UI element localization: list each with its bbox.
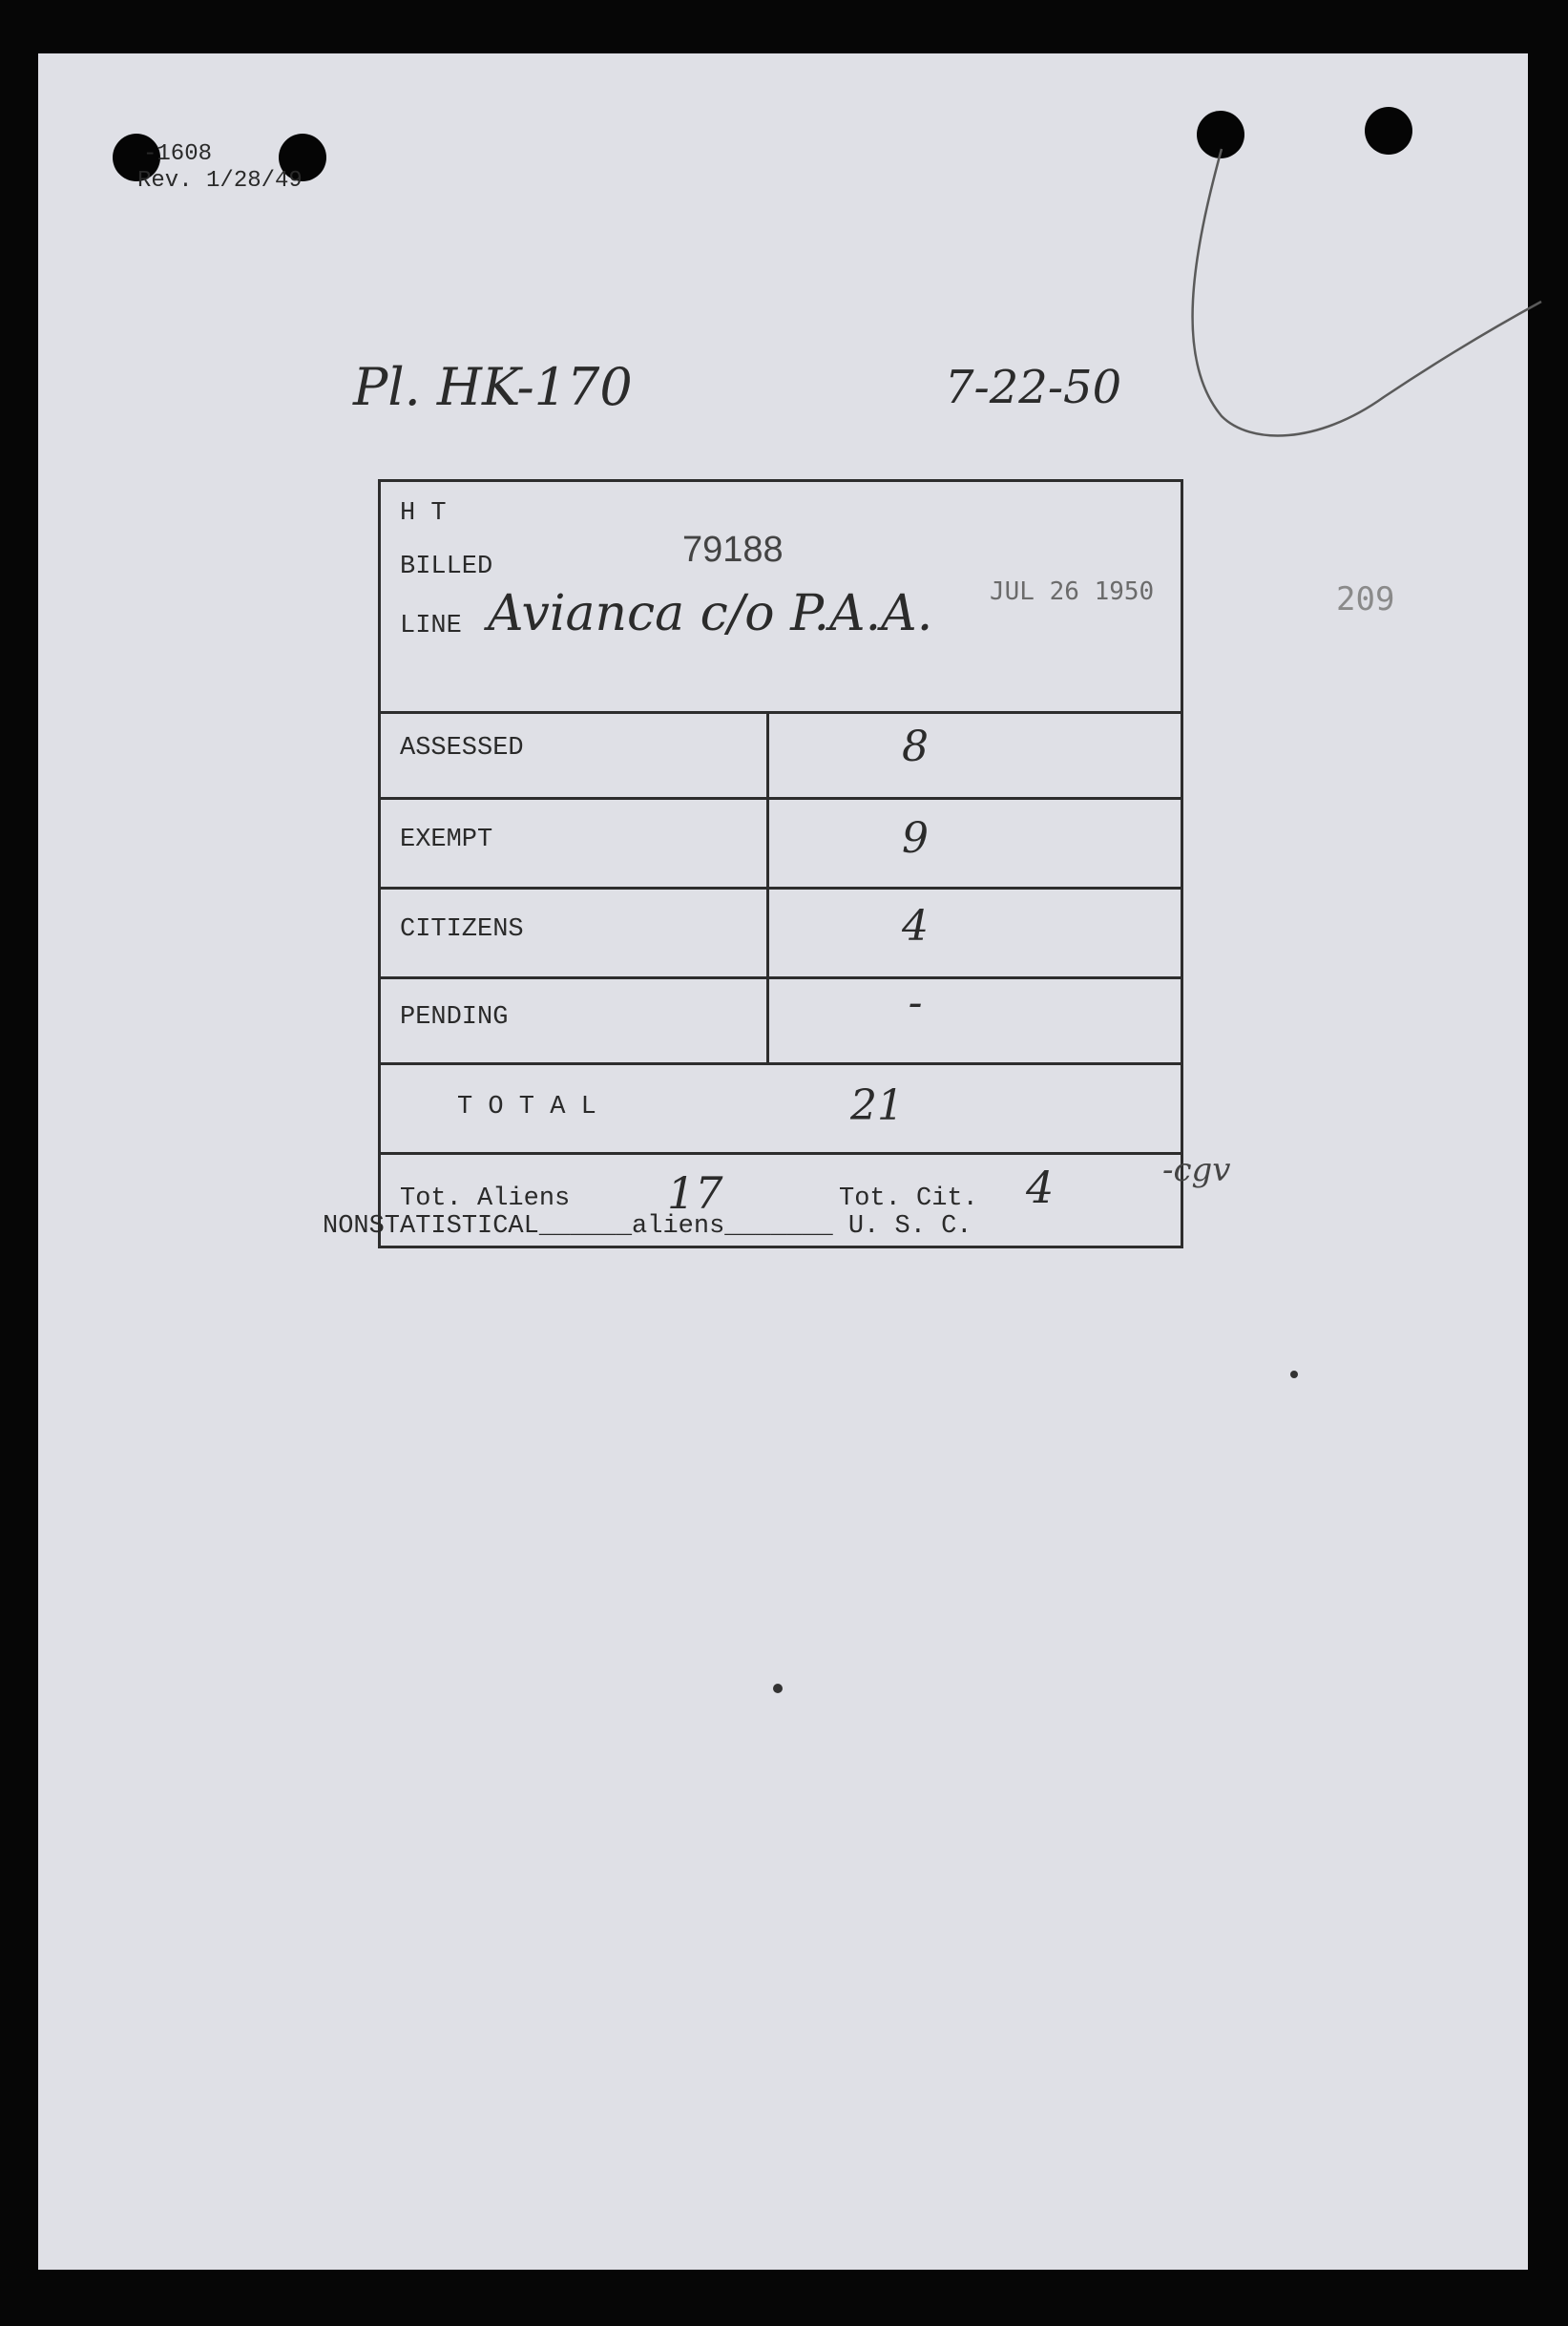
billed-number: 79188 [682, 530, 784, 570]
divider [381, 1062, 1181, 1065]
speck [1290, 1371, 1298, 1378]
form-revision: Rev. 1/28/49 [137, 168, 303, 194]
divider [381, 711, 1181, 714]
row-value-assessed: 8 [902, 723, 929, 771]
initials: -cgv [1162, 1151, 1231, 1189]
received-date-stamp: JUL 26 1950 [990, 577, 1155, 606]
form-number: -1608 [143, 141, 213, 167]
total-label: T O T A L [457, 1093, 596, 1121]
row-label-citizens: CITIZENS [400, 915, 524, 944]
row-value-exempt: 9 [902, 814, 929, 863]
line-value: Avianca c/o P.A.A. [488, 585, 933, 642]
nonstatistical-line: NONSTATISTICAL______aliens_______ U. S. C. [323, 1212, 972, 1241]
manifest-form-box [378, 479, 1183, 1248]
row-value-pending: - [908, 978, 923, 1027]
divider [381, 1152, 1181, 1155]
row-label-assessed: ASSESSED [400, 734, 524, 763]
row-label-pending: PENDING [400, 1003, 509, 1032]
speck [773, 1684, 783, 1693]
total-value: 21 [850, 1081, 904, 1130]
line-label: LINE [400, 612, 462, 640]
tot-aliens-label: Tot. Aliens [400, 1184, 571, 1213]
handwritten-date: 7-22-50 [945, 361, 1122, 414]
document-page [38, 53, 1528, 2270]
divider [381, 976, 1181, 979]
row-label-exempt: EXEMPT [400, 826, 493, 854]
pencil-curve-mark [1164, 139, 1546, 492]
ht-label: H T [400, 499, 447, 528]
plane-number: Pl. HK-170 [353, 357, 633, 417]
page-number: 209 [1336, 580, 1395, 618]
divider [381, 887, 1181, 890]
row-value-citizens: 4 [902, 902, 929, 951]
tot-aliens-value: 17 [667, 1167, 723, 1219]
tot-cit-label: Tot. Cit. [839, 1184, 978, 1213]
billed-label: BILLED [400, 553, 493, 581]
divider [381, 797, 1181, 800]
tot-cit-value: 4 [1026, 1162, 1055, 1213]
